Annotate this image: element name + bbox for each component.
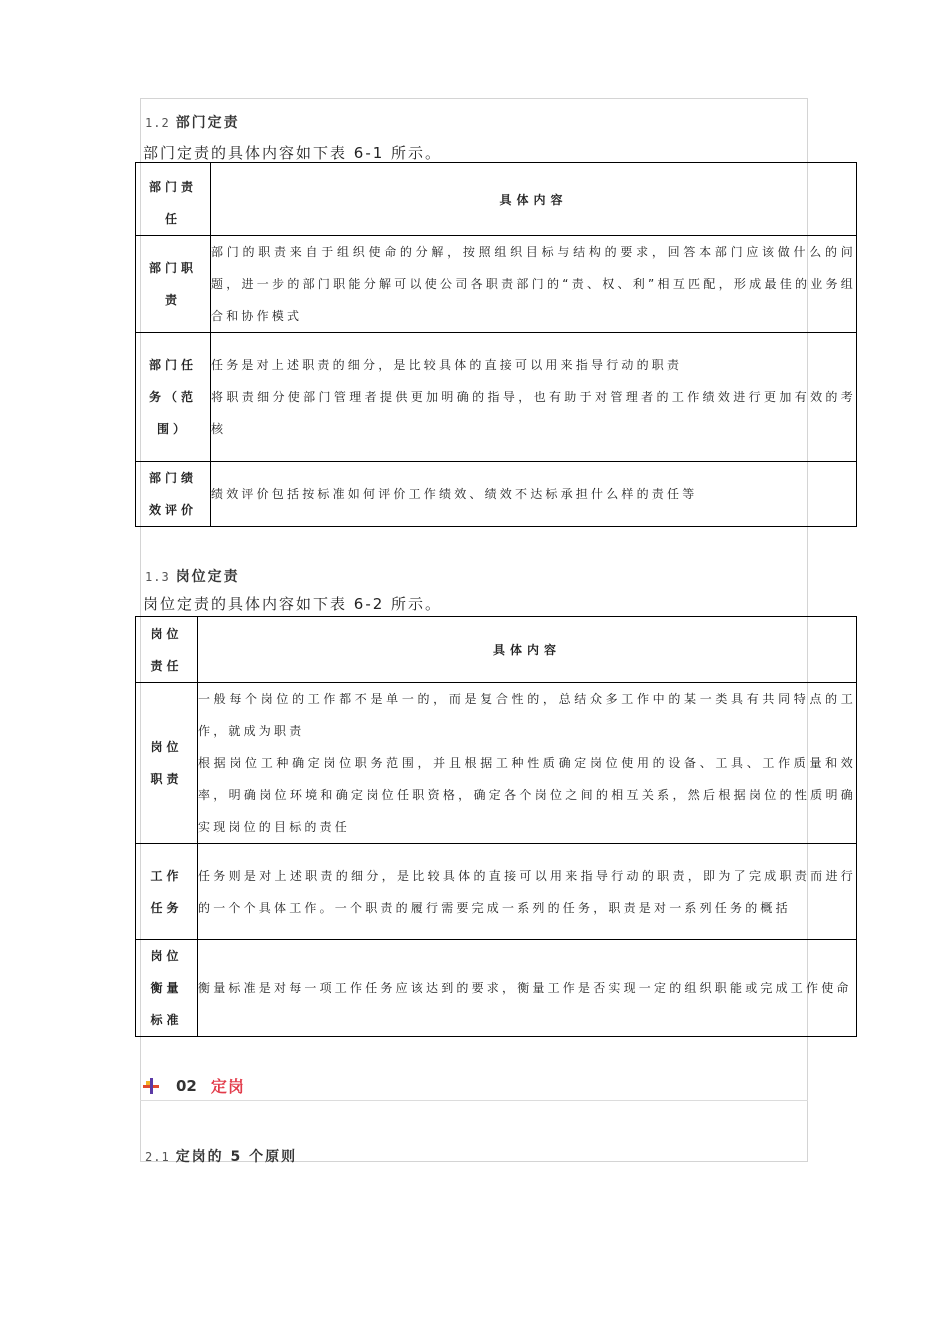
section-number: 02 [176, 1076, 197, 1095]
row-content: 部门的职责来自于组织使命的分解，按照组织目标与结构的要求，回答本部门应该做什么的问题，进一步的部门职能分解可以使公司各职责部门的“责、权、利”相互匹配，形成最佳的业务组合和协作模式 [211, 236, 857, 333]
row-content: 绩效评价包括按标准如何评价工作绩效、绩效不达标承担什么样的责任等 [211, 462, 857, 527]
row-label: 部门任务（范围） [136, 333, 211, 462]
section-2-1-heading [145, 1146, 297, 1166]
row-label: 岗位衡量标准 [136, 940, 198, 1037]
section-title: 岗位定责 [175, 569, 240, 585]
section-title: 定岗的 5 个原则 [175, 1149, 298, 1165]
section-2-heading [143, 1074, 245, 1097]
section-title: 部门定责 [175, 115, 240, 131]
table-header-content: 具体内容 [198, 617, 857, 683]
row-label: 岗位职责 [136, 683, 198, 844]
section-title: 定岗 [210, 1077, 245, 1096]
section-number: 1.3 [145, 570, 170, 584]
row-content: 任务则是对上述职责的细分，是比较具体的直接可以用来指导行动的职责，即为了完成职责而进行的一个个具体工作。一个职责的履行需要完成一系列的任务，职责是对一系列任务的概括 [198, 844, 857, 940]
section-1-2-heading [145, 112, 240, 132]
row-content: 衡量标准是对每一项工作任务应该达到的要求，衡量工作是否实现一定的组织职能或完成工作使命 [198, 940, 857, 1037]
dept-duty-table [135, 162, 857, 527]
section-1-3-intro: 岗位定责的具体内容如下表 6-2 所示。 [143, 595, 443, 613]
section-1-2-intro: 部门定责的具体内容如下表 6-1 所示。 [143, 144, 443, 162]
row-label: 部门职责 [136, 236, 211, 333]
section-1-3-heading [145, 566, 240, 586]
row-label: 工作任务 [136, 844, 198, 940]
divider [140, 1100, 808, 1101]
row-label: 部门绩效评价 [136, 462, 211, 527]
table-header-label: 部门责任 [136, 163, 211, 236]
table-header-content: 具体内容 [211, 163, 857, 236]
table-header-label: 岗位责任 [136, 617, 198, 683]
row-content: 任务是对上述职责的细分，是比较具体的直接可以用来指导行动的职责 将职责细分使部门管理者提供更加明确的指导，也有助于对管理者的工作绩效进行更加有效的考核 [211, 333, 857, 462]
section-number: 1.2 [145, 116, 170, 130]
row-content: 一般每个岗位的工作都不是单一的，而是复合性的，总结众多工作中的某一类具有共同特点的工作，就成为职责 根据岗位工种确定岗位职务范围，并且根据工种性质确定岗位使用的设备、工具、工作质量和效率，明确岗位环境和确定岗位任职资格，确定各个岗位之间的相互关系，然后根据岗位的性质明确实现岗位的目标的责任 [198, 683, 857, 844]
pinwheel-icon [143, 1078, 159, 1094]
section-number: 2.1 [145, 1150, 170, 1164]
post-duty-table [135, 616, 857, 1037]
